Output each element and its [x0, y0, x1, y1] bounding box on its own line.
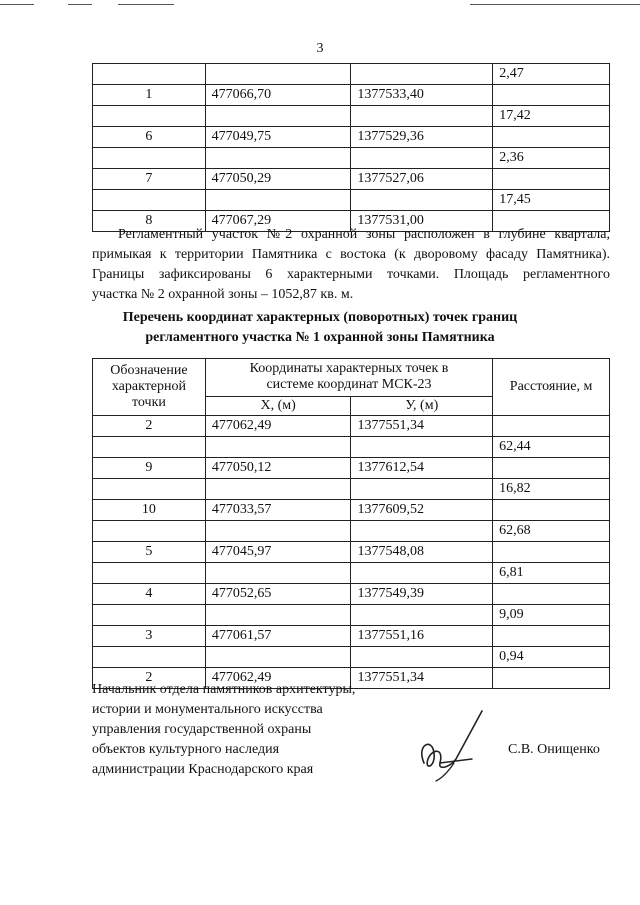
table-row: 62,68 — [93, 521, 610, 542]
paragraph-line: Границы зафиксированы 6 характерными точками. Площадь регламентного — [92, 267, 610, 282]
position-line: администрации Краснодарского края — [92, 762, 314, 777]
signatory-position — [92, 680, 355, 780]
table-row: 5 477045,97 1377548,08 — [93, 542, 610, 563]
heading-line: Перечень координат характерных (поворотных) точек границ — [122, 310, 518, 325]
table-heading — [0, 308, 640, 348]
position-line: истории и монументального искусства — [92, 702, 323, 717]
table-row: 8 477067,29 1377531,00 — [93, 211, 610, 232]
header-x: Х, (м) — [205, 396, 351, 415]
handwritten-signature — [410, 705, 490, 785]
table-row: 0,94 — [93, 647, 610, 668]
paragraph-line: Регламентный участок №2 охранной зоны расположен в глубине квартала, — [118, 227, 610, 242]
table-row: 2 477062,49 1377551,34 — [93, 668, 610, 689]
table-row: 6,81 — [93, 563, 610, 584]
header-distance: Расстояние, м — [493, 359, 610, 416]
table-header-row — [93, 359, 610, 397]
signatory-name: С.В. Онищенко — [508, 742, 600, 757]
top-rule — [118, 4, 174, 5]
table-row: 16,82 — [93, 479, 610, 500]
top-rule — [470, 4, 640, 5]
table-row: 17,45 — [93, 190, 610, 211]
coordinates-table-zone-1 — [92, 358, 610, 689]
table-row: 7 477050,29 1377527,06 — [93, 169, 610, 190]
table-row: 10 477033,57 1377609,52 — [93, 500, 610, 521]
position-line: объектов культурного наследия — [92, 742, 280, 757]
table-row: 62,44 — [93, 437, 610, 458]
page-number: 3 — [316, 41, 324, 56]
paragraph-line: участка № 2 охранной зоны – 1052,87 кв. м. — [92, 287, 354, 302]
position-line: Начальник отдела памятников архитектуры, — [92, 682, 356, 697]
coordinates-table-continuation — [92, 63, 610, 232]
heading-line: регламентного участка № 1 охранной зоны Памятника — [145, 330, 495, 345]
header-point: Обозначение характерной точки — [93, 359, 206, 416]
table-row: 2,47 — [93, 64, 610, 85]
header-coordinates: Координаты характерных точек в системе координат МСК-23 — [205, 359, 492, 397]
paragraph-line: примыкая к территории Памятника с востока (к дворовому фасаду Памятника). — [92, 247, 610, 262]
table-row: 9,09 — [93, 605, 610, 626]
top-rule — [68, 4, 92, 5]
table-row: 3 477061,57 1377551,16 — [93, 626, 610, 647]
table-row: 6 477049,75 1377529,36 — [93, 127, 610, 148]
table-row: 1 477066,70 1377533,40 — [93, 85, 610, 106]
table-row: 2,36 — [93, 148, 610, 169]
table-row: 4 477052,65 1377549,39 — [93, 584, 610, 605]
header-y: У, (м) — [351, 396, 493, 415]
position-line: управления государственной охраны — [92, 722, 312, 737]
table-row: 17,42 — [93, 106, 610, 127]
regulation-paragraph — [92, 225, 610, 305]
top-rule — [0, 4, 34, 5]
table-row: 9 477050,12 1377612,54 — [93, 458, 610, 479]
table-row: 2 477062,49 1377551,34 — [93, 416, 610, 437]
